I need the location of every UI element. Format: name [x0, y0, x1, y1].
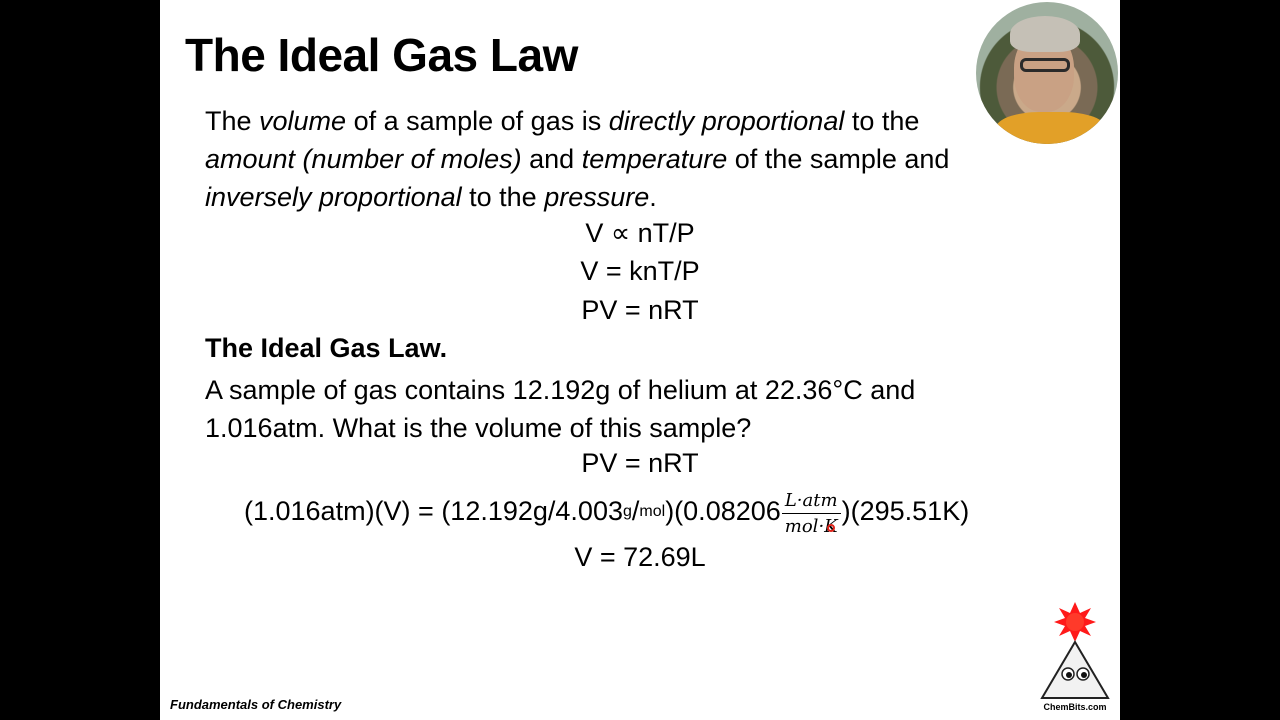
formula-ideal-gas: PV = nRT [581, 295, 699, 325]
units-denominator: mol·K [784, 516, 838, 537]
slide-title: The Ideal Gas Law [185, 29, 578, 81]
intro-paragraph [205, 102, 1005, 216]
logo-text: ChemBits.com [1043, 702, 1107, 712]
equation-part: )(0.08206 [665, 496, 781, 526]
chembits-logo [1038, 600, 1112, 718]
chembits-mascot-icon [1038, 600, 1112, 704]
intro-text: of the sample and [727, 144, 950, 174]
formula-proportional: V ∝ nT/P [585, 218, 695, 248]
equation-slash: / [631, 496, 640, 526]
slide [160, 0, 1120, 720]
equation-superscript: g [622, 502, 632, 520]
intro-emphasis: pressure [544, 182, 650, 212]
intro-text: . [649, 182, 657, 212]
footer-course-name: Fundamentals of Chemistry [170, 697, 342, 712]
intro-emphasis: volume [259, 106, 347, 136]
intro-text: to the [844, 106, 920, 136]
answer: V = 72.69L [574, 542, 706, 572]
intro-emphasis: directly proportional [608, 106, 845, 136]
laser-pointer-dot [827, 524, 835, 532]
equation-part: )(295.51K) [841, 496, 970, 526]
intro-emphasis: temperature [581, 144, 728, 174]
presenter-webcam [976, 2, 1118, 144]
intro-emphasis: inversely proportional [205, 182, 462, 212]
intro-emphasis: amount (number of moles) [205, 144, 522, 174]
problem-line: A sample of gas contains 12.192g of helium at 22.36°C and [205, 375, 916, 405]
units-numerator: L·atm [782, 490, 841, 514]
formula-constant: V = knT/P [580, 256, 700, 286]
equation-subscript: mol [639, 502, 666, 520]
presenter-shirt [996, 112, 1106, 144]
intro-text: and [521, 144, 582, 174]
substituted-equation [244, 488, 969, 535]
equation-label: PV = nRT [581, 448, 699, 478]
presenter-glasses [1020, 58, 1070, 72]
example-heading: The Ideal Gas Law. [205, 333, 448, 363]
intro-text: of a sample of gas is [346, 106, 609, 136]
equation-part: (1.016atm)(V) = (12.192g/4.003 [244, 496, 623, 526]
presenter-hair [1010, 16, 1080, 52]
intro-text: to the [461, 182, 545, 212]
intro-text: The [205, 106, 260, 136]
problem-line: 1.016atm. What is the volume of this sample? [205, 413, 752, 443]
problem-statement [205, 371, 1005, 447]
